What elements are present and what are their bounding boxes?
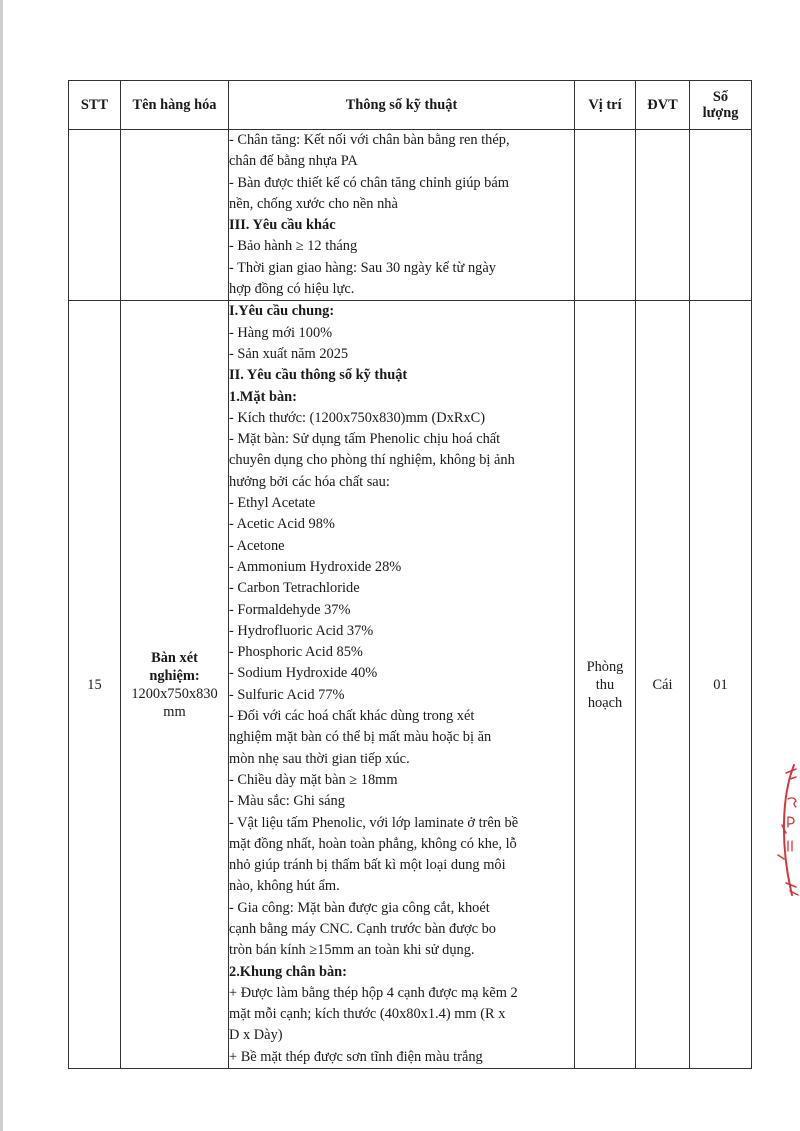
stamp-glyph [788,798,796,807]
spec-line: cạnh bằng máy CNC. Cạnh trước bàn được bo [229,920,497,937]
spec-line: nào, không hút ẩm. [229,878,340,895]
spec-line: tròn bán kính ≥15mm an toàn khi sử dụng. [229,942,475,959]
spec-line: mòn nhẹ sau thời gian tiếp xúc. [229,750,410,767]
header-quantity [690,81,752,130]
spec-line: - Vật liệu tấm Phenolic, với lớp laminate ở trên bề [229,814,519,831]
header-quantity-line1: Số [712,89,729,105]
spec-heading: III. Yêu cầu khác [229,217,336,234]
spec-line: - Sulfuric Acid 77% [229,686,345,703]
spec-line: - Formaldehyde 37% [229,601,351,618]
spec-line: - Hàng mới 100% [229,324,333,341]
header-spec: Thông số kỹ thuật [229,81,575,130]
spec-line: D x Dày) [229,1027,283,1044]
spec-line: + Được làm bằng thép hộp 4 cạnh được mạ kẽm 2 [229,984,518,1001]
stamp-glyph [788,841,792,851]
spec-line: nền, chống xước cho nền nhà [229,195,398,212]
header-stt: STT [69,81,121,130]
item-name [121,301,229,1069]
stamp-tick [778,855,784,859]
spec-line: - Chiều dày mặt bàn ≥ 18mm [229,771,398,788]
spec-table [68,80,752,1069]
item-size-line: 1200x750x830 [131,685,218,702]
continuation-spec [229,130,575,301]
spec-line: - Chân tăng: Kết nối với chân bàn bằng ren thép, [229,132,510,148]
spec-line: hưởng bởi các hóa chất sau: [229,473,390,490]
spec-line: - Sản xuất năm 2025 [229,345,349,362]
spec-line: - Bàn được thiết kế có chân tăng chỉnh giúp bám [229,174,509,191]
spec-line: + Bề mặt thép được sơn tĩnh điện màu trắng [229,1048,483,1065]
spec-line: - Ammonium Hydroxide 28% [229,558,402,575]
item-unit: Cái [636,301,690,1069]
spec-line: - Acetone [229,537,285,554]
spec-heading: I.Yêu cầu chung: [229,303,335,320]
continuation-unit [636,130,690,301]
item-stt: 15 [69,301,121,1069]
header-quantity-line2: lượng [702,105,739,121]
spec-line: nghiệm mặt bàn có thể bị mất màu hoặc bị ăn [229,729,492,746]
spec-line: mặt mỗi cạnh; kích thước (40x80x1.4) mm (R x [229,1006,506,1023]
spec-line: - Màu sắc: Ghi sáng [229,793,345,810]
item-location-line: thu [595,676,615,693]
item-location-line: Phòng [586,658,624,675]
item-size-line: mm [163,703,186,720]
red-stamp-fragment [760,755,800,905]
spec-line: nhỏ giúp tránh bị thấm bất kì một loại dung môi [229,857,506,874]
spec-line: - Gia công: Mặt bàn được gia công cắt, khoét [229,899,490,916]
spec-line: mặt đồng nhất, hoàn toàn phẳng, không có khe, lỗ [229,835,517,852]
continuation-quantity [690,130,752,301]
spec-line: - Acetic Acid 98% [229,516,335,533]
spec-line: hợp đồng có hiệu lực. [229,281,355,298]
item-row [69,301,752,1069]
spec-line: chân đế bằng nhựa PA [229,153,358,170]
spec-heading: 1.Mặt bàn: [229,388,297,405]
item-name-line: nghiệm: [149,667,200,684]
spec-line: - Sodium Hydroxide 40% [229,665,378,682]
continuation-location [575,130,636,301]
spec-line: - Đối với các hoá chất khác dùng trong xét [229,708,475,725]
page-edge-rule [0,0,3,1131]
item-spec [229,301,575,1069]
continuation-row [69,130,752,301]
header-unit: ĐVT [636,81,690,130]
spec-line: - Carbon Tetrachloride [229,580,360,597]
spec-line: - Kích thước: (1200x750x830)mm (DxRxC) [229,409,486,426]
spec-line: - Phosphoric Acid 85% [229,644,363,661]
continuation-name [121,130,229,301]
item-location [575,301,636,1069]
spec-heading: II. Yêu cầu thông số kỹ thuật [229,367,408,384]
item-name-line: Bàn xét [151,649,198,666]
continuation-stt [69,130,121,301]
header-location: Vị trí [575,81,636,130]
spec-line: - Bảo hành ≥ 12 tháng [229,238,358,255]
stamp-arc [784,765,794,895]
stamp-glyph [788,817,794,827]
spec-line: - Mặt bàn: Sử dụng tấm Phenolic chịu hoá chất [229,431,501,448]
item-quantity: 01 [690,301,752,1069]
header-row [69,81,752,130]
item-location-line: hoạch [587,694,623,711]
spec-line: - Hydrofluoric Acid 37% [229,622,374,639]
spec-line: - Ethyl Acetate [229,495,316,512]
stamp-marks [778,765,798,895]
spec-heading: 2.Khung chân bàn: [229,963,347,980]
header-name: Tên hàng hóa [121,81,229,130]
spec-line: - Thời gian giao hàng: Sau 30 ngày kể từ ngày [229,259,496,276]
spec-line: chuyên dụng cho phòng thí nghiệm, không bị ảnh [229,452,515,469]
